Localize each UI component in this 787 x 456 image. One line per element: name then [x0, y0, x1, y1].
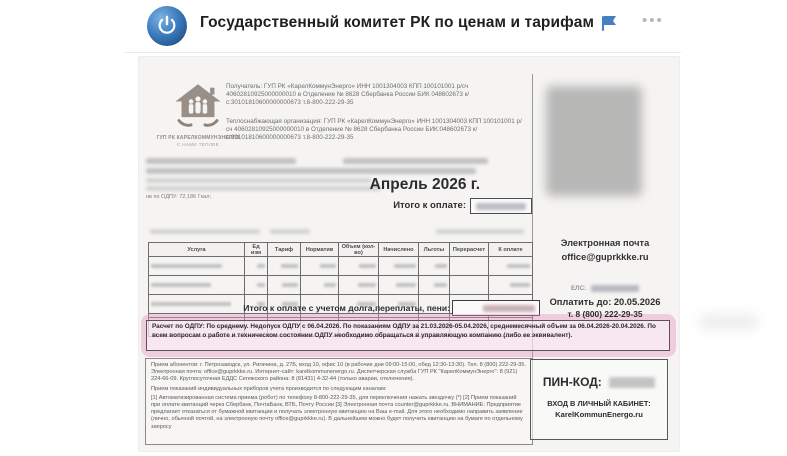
odpu-meter-note: нв по ОДПУ: 72,186 Гкал; [146, 194, 211, 200]
logo-name: ГУП РК КАРЕЛКОММУНЭНЕРГО [156, 135, 240, 141]
scan-artifact [700, 315, 758, 329]
redacted-account-number [146, 158, 296, 164]
community-name[interactable]: Государственный комитет РК по ценам и тарифам [200, 14, 595, 31]
cabinet-url: KarelKommunEnergo.ru [555, 410, 643, 419]
grand-total-label: Итого к оплате с учетом долга,переплаты, пени: [243, 303, 450, 313]
total-due-label: Итого к оплате: [393, 200, 466, 211]
table-row [149, 276, 533, 295]
redacted-pin-code [609, 377, 655, 388]
personal-cabinet-box [530, 359, 668, 440]
recipient-details: Получатель: ГУП РК «КарелКоммунЭнерго» ИНН 1001304003 КПП 100101001 р/сч 40602810925000000010 в Отделение № 8628 Сбербанка России БИК 048602673 к/с:30101810600000000673 т.8-800-222-29-35 [226, 83, 470, 107]
pin-label: ПИН-КОД: [542, 375, 602, 389]
community-avatar[interactable] [147, 6, 187, 46]
post-header [0, 0, 787, 54]
redacted-total-amount [476, 203, 526, 210]
fineprint-box [145, 358, 533, 445]
header-divider [125, 52, 681, 53]
email-address: office@guprkkke.ru [561, 252, 649, 262]
redacted-els-number [591, 285, 639, 292]
redacted-right-note [436, 229, 524, 234]
total-due-value-box [470, 198, 532, 214]
redacted-address [146, 168, 476, 174]
pin-code-line [531, 375, 667, 389]
heat-supplier-details: Теплоснабжающая организация: ГУП РК «КарелКоммунЭнерго» ИНН 1001304003 КПП 100101001 р/сч 40602810925000000010 в Отделение № 8628 Сбербанка России БИК:048602673 к/с:30101810600000000673 т.8-800-222-29-35 [226, 118, 522, 142]
pay-phone: т. 8 (800) 222-29-35 [567, 309, 643, 319]
email-block [536, 236, 674, 264]
post-menu-button[interactable]: ••• [642, 12, 664, 29]
fineprint-channels: [1] Автоматизированная система приема (робот) по телефону 8-800-222-29-35, для переключения нажать звездочку (*) [2] Прием показаний при оплате квитанций через Сбербанк, ПочтаБанк, ВТБ, Почту России [3] Электронная почта counter@guprkkke.ru. ВНИМАНИЕ: Предприятие предлагает отказаться от бумажной квитанции и получать электронную квитанцию на Ваш e-mail. Для этого необходимо направить заявление (лично, обычной почтой, на электронную почту office@guprkkke.ru). В дальнейшем можно будет получить квитанцию на бумаге по отдельному запросу [151, 394, 523, 430]
qr-code-blurred [546, 86, 642, 196]
fineprint-channels-title: Прием показаний индивидуальных приборов учета производится по следующим каналам: [151, 385, 387, 392]
redacted-doc-id [150, 229, 260, 234]
bill-image[interactable] [138, 56, 680, 452]
house-hands-icon [172, 82, 224, 128]
billing-period: Апрель 2026 г. [369, 176, 480, 193]
cabinet-label: ВХОД В ЛИЧНЫЙ КАБИНЕТ: [547, 399, 651, 408]
logo-slogan: С НАМИ ТЕПЛЕЕ [176, 142, 220, 147]
table-header-row: Услуга Ед изм Тариф Норматив Объем (кол-во) Начислено Льготы Перерасчет К оплате [149, 243, 533, 257]
fineprint-contacts: Прием абонентов: г. Петрозаводск, ул. Ригачина, д. 27Б, вход 10, офис 10 (в рабочие дни 09:00-15:00, обед 12:30-13:30). Тел. 8 (800) 222-29-35. Электронная почта: office@guprkkke.ru. Интернет-сайт: karelkommunenergo.ru. Диспетчерская служба ГУП РК "КарелКоммунЭнерго": 8 (921) 224-66-09. Круглосуточная ЕДДС Сегежского района: 8 (81431) 4-32-44 (только аварии, отключения). [151, 362, 526, 383]
pay-due-date: Оплатить до: 20.05.2026 [549, 297, 661, 307]
redacted-grand-total [483, 305, 535, 312]
els-line [536, 285, 674, 292]
power-icon [156, 15, 178, 37]
email-label: Электронная почта [560, 238, 650, 248]
table-row [149, 257, 533, 276]
redacted-doc-date [270, 229, 310, 234]
flag-icon [601, 16, 614, 31]
odpu-notice: Расчет по ОДПУ: По среднему. Недопуск ОДПУ с 06.04.2026. По показаниям ОДПУ за 21.03.2026-05.04.2026, среднемесячный объем за 06.04.2026-20.04.2026. По всем вопросам о работе и техническом состоянии ОДПУ необходимо обращаться в управляющую компанию (либо ее эквивалент). [146, 320, 670, 351]
els-label: ЕЛС: [570, 285, 587, 293]
redacted-payer-name [343, 158, 488, 164]
